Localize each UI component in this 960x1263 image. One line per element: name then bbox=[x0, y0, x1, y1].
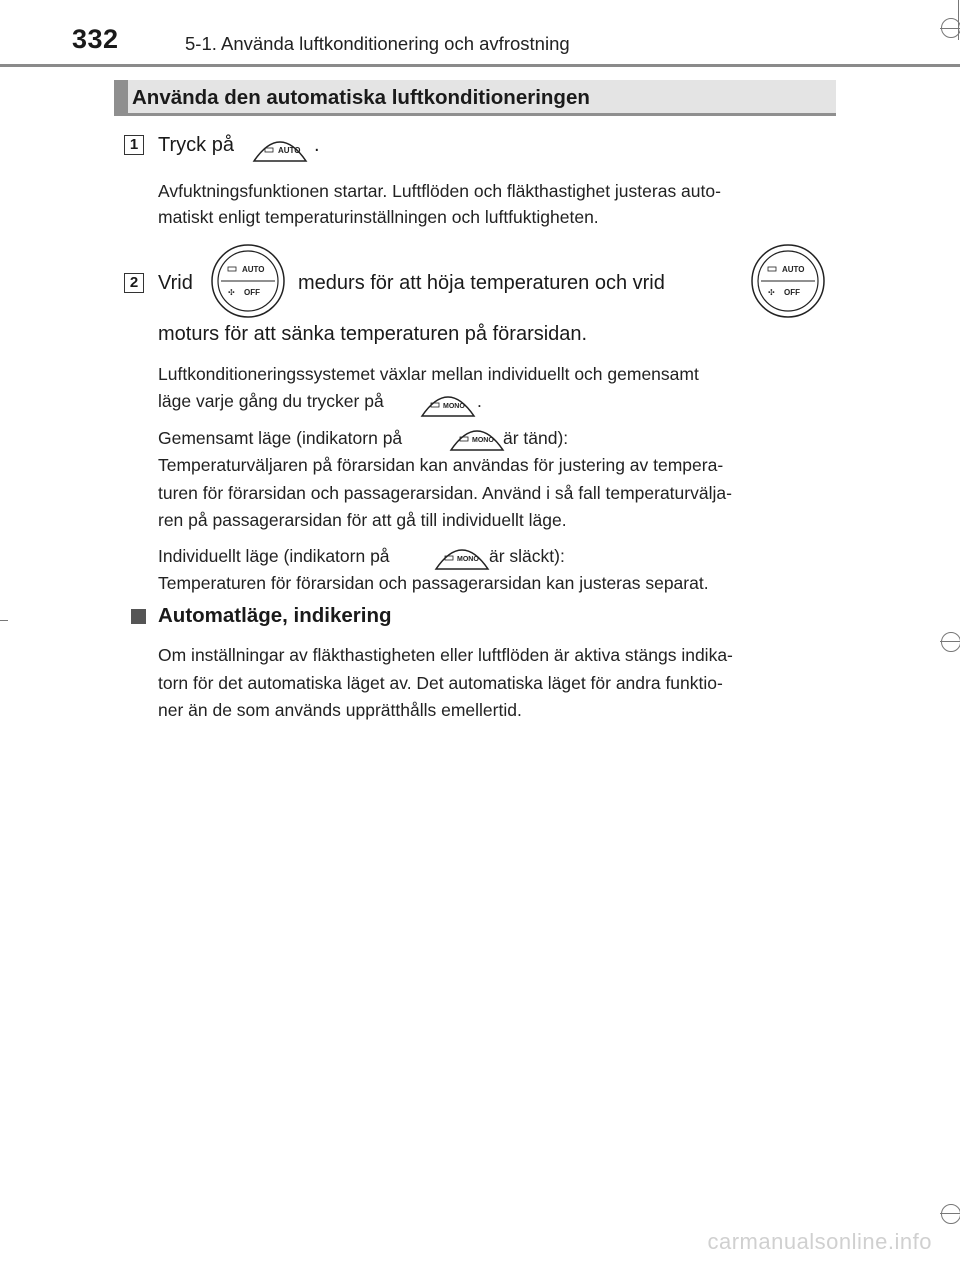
crop-circle bbox=[941, 632, 960, 652]
knob-off-label: OFF bbox=[244, 288, 260, 297]
step2-para3-line1-after: är släckt): bbox=[489, 546, 565, 566]
step1-desc-line1: Avfuktningsfunktionen startar. Luftflöden och fläkthastighet justeras auto- bbox=[158, 181, 721, 201]
temperature-knob-icon bbox=[750, 243, 826, 319]
step2-text-part2: medurs för att höja temperaturen och vrid bbox=[298, 272, 665, 294]
step2-para1-line1: Luftkonditioneringssystemet växlar mellan individuellt och gemensamt bbox=[158, 364, 699, 384]
watermark: carmanualsonline.info bbox=[707, 1229, 932, 1254]
step1-text-before: Tryck på bbox=[158, 134, 234, 156]
step2-para2-line4: ren på passagerarsidan för att gå till individuellt läge. bbox=[158, 510, 567, 530]
step2-para1-line2-after: . bbox=[477, 391, 482, 411]
step2-para2-line1-before: Gemensamt läge (indikatorn på bbox=[158, 428, 403, 448]
step2-para3-line1-before: Individuellt läge (indikatorn på bbox=[158, 546, 390, 566]
sub-heading: Automatläge, indikering bbox=[158, 604, 392, 627]
knob-off-label: OFF bbox=[784, 288, 800, 297]
knob-auto-label: AUTO bbox=[242, 265, 265, 274]
step2-para3-line2: Temperaturen för förarsidan och passagerarsidan kan justeras separat. bbox=[158, 573, 709, 593]
page-number: 332 bbox=[72, 24, 119, 54]
crop-mark bbox=[0, 620, 8, 621]
mono-button-label: MONO bbox=[472, 437, 494, 444]
sub-heading-bullet bbox=[131, 609, 146, 624]
step2-para1-line2-before: läge varje gång du trycker på bbox=[158, 391, 384, 411]
step1-desc-line2: matiskt enligt temperaturinställningen och luftfuktigheten. bbox=[158, 207, 599, 227]
auto-indicator-line1: Om inställningar av fläkthastigheten eller luftflöden är aktiva stängs indika- bbox=[158, 645, 733, 665]
svg-text:✣: ✣ bbox=[768, 288, 775, 297]
header-rule bbox=[0, 64, 960, 67]
mono-button-label: MONO bbox=[443, 403, 465, 410]
step2-text-line2: moturs för att sänka temperaturen på förarsidan. bbox=[158, 323, 588, 345]
mono-button-icon bbox=[448, 418, 506, 452]
knob-auto-label: AUTO bbox=[782, 265, 805, 274]
mono-button-icon bbox=[419, 384, 477, 418]
auto-indicator-line3: ner än de som används upprätthålls emellertid. bbox=[158, 700, 522, 720]
chapter-title: 5-1. Använda luftkonditionering och avfrostning bbox=[185, 33, 570, 54]
step-number-1: 1 bbox=[124, 135, 144, 155]
step2-para2-line1-after: är tänd): bbox=[503, 428, 569, 448]
mono-button-label: MONO bbox=[457, 556, 479, 563]
step2-text-part1: Vrid bbox=[158, 272, 193, 294]
crop-circle bbox=[941, 18, 960, 38]
auto-button-icon bbox=[251, 129, 309, 163]
section-heading: Använda den automatiska luftkonditioneringen bbox=[132, 86, 590, 109]
svg-text:✣: ✣ bbox=[228, 288, 235, 297]
step2-para2-line3: turen för förarsidan och passagerarsidan. Använd i så fall temperaturvälja- bbox=[158, 483, 732, 503]
step-number-2: 2 bbox=[124, 273, 144, 293]
auto-button-label: AUTO bbox=[278, 146, 301, 155]
step1-text-after: . bbox=[314, 134, 320, 156]
step2-para2-line2: Temperaturväljaren på förarsidan kan användas för justering av tempera- bbox=[158, 455, 724, 475]
temperature-knob-icon bbox=[210, 243, 286, 319]
mono-button-icon bbox=[433, 537, 491, 571]
crop-circle bbox=[941, 1204, 960, 1224]
auto-indicator-line2: torn för det automatiska läget av. Det automatiska läget för andra funktio- bbox=[158, 673, 723, 693]
